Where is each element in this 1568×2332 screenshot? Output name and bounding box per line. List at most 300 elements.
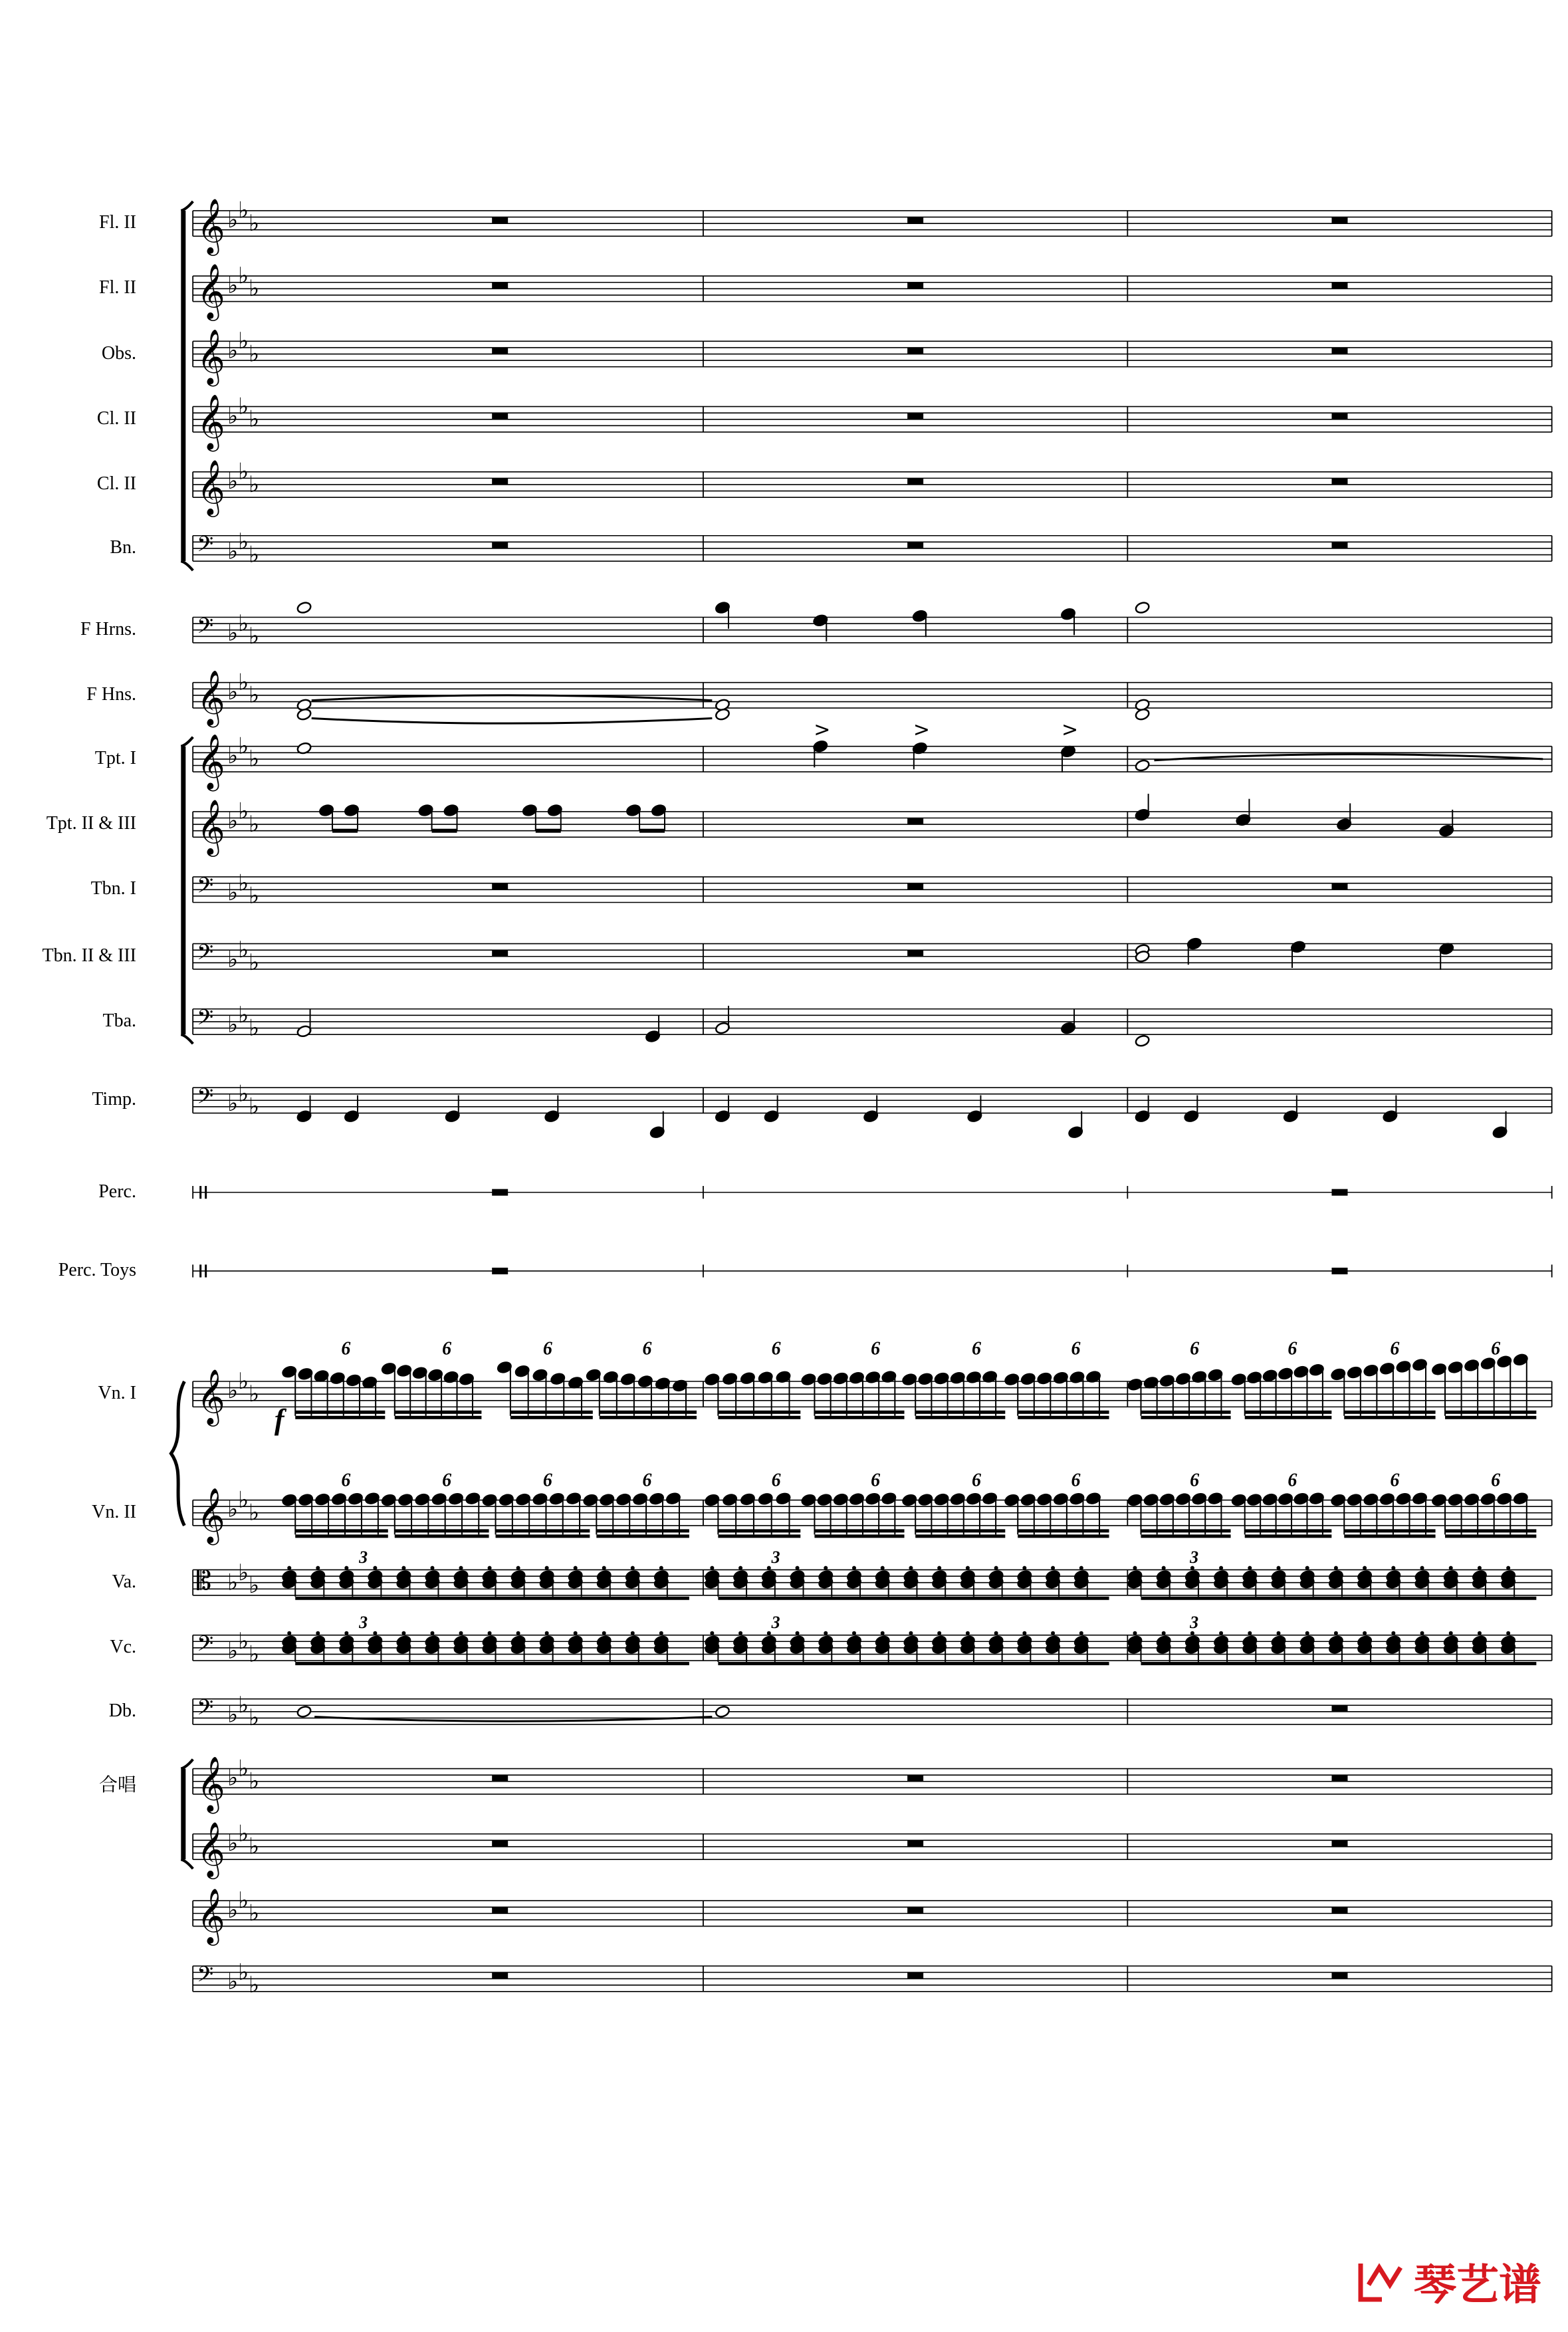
instrument-label-cl2: Cl. II xyxy=(96,473,136,494)
flat-icon: ♭ xyxy=(227,879,239,906)
beam xyxy=(1141,1416,1230,1419)
choir-bracket-hook xyxy=(181,1859,193,1869)
bass-clef-icon: 𝄢 xyxy=(197,614,214,644)
staccato-dot xyxy=(459,1631,463,1635)
instrument-label-ch1: 合唱 xyxy=(98,1774,136,1796)
treble-clef-icon: 𝄞 xyxy=(197,1821,225,1877)
sextuplet-number: 6 xyxy=(1288,1470,1297,1491)
flat-icon: ♭ xyxy=(227,946,239,973)
staccato-dot xyxy=(824,1631,828,1635)
whole-rest-icon xyxy=(1331,478,1347,485)
staccato-dot xyxy=(574,1566,578,1570)
flat-icon: ♭ xyxy=(227,1968,239,1996)
flat-icon: ♭ xyxy=(227,1637,239,1665)
flat-icon: ♭ xyxy=(249,1093,260,1120)
flat-icon: ♭ xyxy=(227,402,239,429)
staccato-dot xyxy=(459,1566,463,1570)
treble-clef-icon: 𝄞 xyxy=(197,459,225,515)
beam xyxy=(1018,1529,1109,1532)
flat-icon: ♭ xyxy=(249,340,260,368)
beam xyxy=(1445,1416,1536,1419)
sextuplet-number: 6 xyxy=(1491,1470,1501,1491)
triplet-number: 3 xyxy=(359,1547,368,1567)
staccato-dot xyxy=(909,1566,913,1570)
beam xyxy=(814,1411,904,1414)
staccato-dot xyxy=(659,1566,663,1570)
flat-icon: ♭ xyxy=(227,678,239,705)
instrument-label-vn1: Vn. I xyxy=(98,1383,136,1404)
instrument-label-obs: Obs. xyxy=(101,342,136,364)
beam xyxy=(295,1597,689,1600)
whole-rest-icon xyxy=(907,950,923,957)
staccato-dot xyxy=(738,1566,742,1570)
beam xyxy=(1445,1411,1536,1414)
sextuplet-number: 6 xyxy=(871,1338,881,1359)
flat-icon: ♭ xyxy=(238,528,249,556)
beam xyxy=(814,1529,904,1532)
flat-icon: ♭ xyxy=(249,1704,260,1732)
whole-rest-icon xyxy=(1331,883,1347,890)
flat-icon: ♭ xyxy=(227,742,239,769)
staccato-dot xyxy=(659,1631,663,1635)
instrument-label-tba: Tba. xyxy=(102,1010,136,1031)
sextuplet-number: 6 xyxy=(771,1338,781,1359)
brass-bracket-hook xyxy=(181,1034,193,1044)
instrument-label-va: Va. xyxy=(112,1571,136,1592)
beam xyxy=(295,1662,689,1665)
staccato-dot xyxy=(516,1631,520,1635)
percussion-clef-icon xyxy=(199,1186,201,1199)
staccato-dot xyxy=(631,1566,635,1570)
staccato-dot xyxy=(1219,1631,1223,1635)
triplet-number: 3 xyxy=(771,1613,780,1633)
whole-rest-icon xyxy=(492,413,508,419)
flat-icon: ♭ xyxy=(249,1499,260,1526)
staccato-dot xyxy=(1051,1566,1055,1570)
flat-icon: ♭ xyxy=(249,810,260,838)
flat-icon: ♭ xyxy=(238,1486,249,1514)
beam xyxy=(1245,1534,1332,1538)
whole-rest-icon xyxy=(1331,217,1347,224)
beam xyxy=(1344,1529,1435,1532)
flat-icon: ♭ xyxy=(249,1768,260,1795)
staff-fhrns xyxy=(193,610,1552,649)
flat-icon: ♭ xyxy=(227,1764,239,1792)
flat-icon: ♭ xyxy=(238,393,249,420)
flat-icon: ♭ xyxy=(249,1900,260,1927)
staccato-dot xyxy=(1363,1566,1367,1570)
staff-ch1 xyxy=(193,1755,1552,1813)
triplet-number: 3 xyxy=(1190,1547,1199,1567)
staccato-dot xyxy=(1248,1566,1252,1570)
whole-rest-icon xyxy=(492,283,508,289)
sextuplet-number: 6 xyxy=(1071,1470,1081,1491)
beam xyxy=(596,1529,689,1532)
instrument-label-perct: Perc. Toys xyxy=(58,1259,136,1280)
whole-rest-icon xyxy=(907,348,923,354)
whole-rest-icon xyxy=(907,1775,923,1782)
staff-tbn1 xyxy=(193,870,1552,909)
percussion-clef-icon xyxy=(205,1264,207,1277)
beam xyxy=(1445,1529,1536,1532)
beam xyxy=(1018,1416,1109,1419)
instrument-label-fl2: Fl. II xyxy=(99,277,136,298)
flat-icon: ♭ xyxy=(227,538,239,565)
beam xyxy=(718,1662,1109,1665)
watermark-text: 琴艺谱 xyxy=(1414,2261,1541,2310)
staccato-dot xyxy=(824,1566,828,1570)
bass-clef-icon: 𝄢 xyxy=(197,1631,214,1662)
flat-icon: ♭ xyxy=(227,1377,239,1405)
treble-clef-icon: 𝄞 xyxy=(197,798,225,855)
whole-rest-icon xyxy=(492,1972,508,1979)
staccato-dot xyxy=(1022,1631,1026,1635)
staff-cl2 xyxy=(193,459,1552,517)
staff-bn xyxy=(193,528,1552,568)
sextuplet-number: 6 xyxy=(871,1470,881,1491)
beam xyxy=(1141,1411,1230,1414)
woodwind-bracket-hook xyxy=(181,201,193,211)
triplet-number: 3 xyxy=(771,1547,780,1567)
staccato-dot xyxy=(1022,1566,1026,1570)
staccato-dot xyxy=(401,1631,405,1635)
beam xyxy=(718,1529,800,1532)
flat-icon: ♭ xyxy=(227,207,239,234)
staccato-dot xyxy=(852,1631,856,1635)
flat-icon: ♭ xyxy=(249,1380,260,1407)
triplet-number: 3 xyxy=(1190,1613,1199,1633)
flat-icon: ♭ xyxy=(238,610,249,637)
staff-va xyxy=(193,1560,1552,1599)
staccato-dot xyxy=(937,1631,941,1635)
staccato-dot xyxy=(344,1566,348,1570)
flat-icon: ♭ xyxy=(227,1897,239,1924)
bass-clef-icon: 𝄢 xyxy=(197,532,214,562)
sextuplet-number: 6 xyxy=(971,1338,981,1359)
sextuplet-number: 6 xyxy=(1288,1338,1297,1359)
staccato-dot xyxy=(710,1566,714,1570)
instrument-label-fhrns: F Hrns. xyxy=(80,618,136,640)
staccato-dot xyxy=(1079,1631,1083,1635)
staccato-dot xyxy=(1277,1566,1281,1570)
tie xyxy=(314,1717,712,1722)
beam xyxy=(718,1534,800,1538)
staccato-dot xyxy=(1506,1566,1510,1570)
whole-rest-icon xyxy=(1331,413,1347,419)
staccato-dot xyxy=(1219,1566,1223,1570)
flat-icon: ♭ xyxy=(227,1569,239,1596)
sextuplet-number: 6 xyxy=(971,1470,981,1491)
staccato-dot xyxy=(488,1566,492,1570)
staccato-dot xyxy=(937,1566,941,1570)
choir-bracket xyxy=(181,1769,185,1860)
flat-icon: ♭ xyxy=(249,275,260,302)
beam xyxy=(915,1534,1005,1538)
staccato-dot xyxy=(1391,1566,1395,1570)
flat-icon: ♭ xyxy=(249,681,260,709)
beam xyxy=(718,1411,800,1414)
flat-icon: ♭ xyxy=(238,1755,249,1782)
whole-rest-icon xyxy=(492,348,508,354)
beam xyxy=(295,1416,385,1419)
instrument-label-tpt23: Tpt. II & III xyxy=(46,813,136,834)
beam xyxy=(718,1416,800,1419)
sextuplet-number: 6 xyxy=(771,1470,781,1491)
watermark-logo xyxy=(1355,2251,1541,2312)
instrument-label-fhns: F Hns. xyxy=(86,683,136,705)
bass-clef-icon: 𝄢 xyxy=(197,873,214,903)
whole-rest-icon xyxy=(1331,1972,1347,1979)
staccato-dot xyxy=(344,1631,348,1635)
music-logo-icon xyxy=(1355,2258,1408,2305)
flat-icon: ♭ xyxy=(249,1833,260,1860)
sextuplet-number: 6 xyxy=(341,1470,351,1491)
flat-icon: ♭ xyxy=(249,541,260,568)
beam xyxy=(1445,1534,1536,1538)
flat-icon: ♭ xyxy=(238,458,249,485)
staccato-dot xyxy=(488,1631,492,1635)
flat-icon: ♭ xyxy=(227,808,239,835)
instrument-label-perc: Perc. xyxy=(98,1181,136,1202)
whole-rest-icon xyxy=(1331,1907,1347,1914)
staccato-dot xyxy=(1305,1631,1309,1635)
instrument-label-db: Db. xyxy=(108,1700,136,1721)
whole-rest-icon xyxy=(492,883,508,890)
beam xyxy=(295,1529,388,1532)
beam xyxy=(295,1411,385,1414)
instrument-label-vc: Vc. xyxy=(110,1636,136,1657)
whole-rest-icon xyxy=(492,1189,508,1196)
whole-rest-icon xyxy=(907,217,923,224)
staccato-dot xyxy=(881,1631,885,1635)
whole-note xyxy=(1135,1034,1151,1048)
flat-icon: ♭ xyxy=(238,262,249,289)
sextuplet-number: 6 xyxy=(1390,1470,1400,1491)
flat-icon: ♭ xyxy=(249,623,260,650)
staccato-dot xyxy=(1478,1566,1482,1570)
whole-rest-icon xyxy=(1331,1840,1347,1847)
staff-system xyxy=(171,197,1551,1998)
staccato-dot xyxy=(796,1566,800,1570)
flat-icon: ♭ xyxy=(249,882,260,909)
treble-clef-icon: 𝄞 xyxy=(197,669,225,726)
beam xyxy=(1141,1534,1230,1538)
string-brace xyxy=(171,1381,184,1526)
beam xyxy=(1141,1529,1230,1532)
flat-icon: ♭ xyxy=(227,1011,239,1038)
staccato-dot xyxy=(738,1631,742,1635)
whole-rest-icon xyxy=(492,542,508,548)
whole-rest-icon xyxy=(907,883,923,890)
flat-icon: ♭ xyxy=(238,1367,249,1395)
whole-rest-icon xyxy=(1331,1189,1347,1196)
beam xyxy=(1344,1416,1435,1419)
treble-clef-icon: 𝄞 xyxy=(197,1888,225,1944)
bass-clef-icon: 𝄢 xyxy=(197,940,214,971)
beam xyxy=(814,1416,904,1419)
beam xyxy=(395,1411,482,1414)
bass-clef-icon: 𝄢 xyxy=(197,1005,214,1036)
treble-clef-icon: 𝄞 xyxy=(197,263,225,320)
staccato-dot xyxy=(287,1631,291,1635)
treble-clef-icon: 𝄞 xyxy=(197,1487,225,1544)
flat-icon: ♭ xyxy=(227,337,239,364)
staccato-dot xyxy=(602,1566,606,1570)
staff-fl1 xyxy=(193,197,1552,256)
beam xyxy=(814,1534,904,1538)
beam xyxy=(1245,1529,1332,1532)
flat-icon: ♭ xyxy=(227,272,239,299)
whole-rest-icon xyxy=(907,1972,923,1979)
flat-icon: ♭ xyxy=(238,1820,249,1847)
whole-rest-icon xyxy=(492,1775,508,1782)
sextuplet-number: 6 xyxy=(542,1470,552,1491)
whole-note xyxy=(1135,708,1151,721)
flat-icon: ♭ xyxy=(227,1701,239,1728)
staff-tbn23 xyxy=(193,937,1552,976)
flat-icon: ♭ xyxy=(227,467,239,495)
staccato-dot xyxy=(1391,1631,1395,1635)
whole-rest-icon xyxy=(492,1840,508,1847)
flat-icon: ♭ xyxy=(249,471,260,498)
accent-icon: > xyxy=(1062,718,1079,742)
whole-note xyxy=(296,708,312,721)
treble-clef-icon: 𝄞 xyxy=(197,197,225,254)
beam xyxy=(510,1416,593,1419)
staccato-dot xyxy=(1133,1631,1137,1635)
alto-clef-icon: 𝄡 xyxy=(197,1566,212,1597)
percussion-clef-icon xyxy=(205,1186,207,1199)
instrument-label-tbn1: Tbn. I xyxy=(90,878,136,899)
flat-icon: ♭ xyxy=(227,1829,239,1857)
instrument-label-timp: Timp. xyxy=(92,1089,136,1110)
whole-rest-icon xyxy=(907,818,923,825)
flat-icon: ♭ xyxy=(238,328,249,355)
instrument-label-tbn23: Tbn. II & III xyxy=(42,945,136,966)
flat-icon: ♭ xyxy=(238,1002,249,1029)
beam xyxy=(915,1411,1005,1414)
flat-icon: ♭ xyxy=(249,949,260,977)
beam xyxy=(1018,1534,1109,1538)
flat-icon: ♭ xyxy=(238,798,249,825)
bass-clef-icon: 𝄢 xyxy=(197,1695,214,1726)
beam xyxy=(639,829,665,833)
beam xyxy=(395,1416,482,1419)
staff-tba xyxy=(193,1002,1552,1041)
beam xyxy=(1141,1597,1536,1600)
staff-ch4 xyxy=(193,1959,1552,1998)
sextuplet-number: 6 xyxy=(1491,1338,1501,1359)
staccato-dot xyxy=(1248,1631,1252,1635)
beam xyxy=(600,1416,697,1419)
bass-clef-icon: 𝄢 xyxy=(197,1084,214,1114)
flat-icon: ♭ xyxy=(249,209,260,237)
flat-icon: ♭ xyxy=(249,745,260,772)
instrument-label-bn: Bn. xyxy=(110,536,136,558)
flat-icon: ♭ xyxy=(238,733,249,760)
brass-bracket xyxy=(181,747,185,1034)
flat-icon: ♭ xyxy=(227,1496,239,1523)
staccato-dot xyxy=(1277,1631,1281,1635)
beam xyxy=(600,1411,697,1414)
staccato-dot xyxy=(994,1631,998,1635)
tie xyxy=(312,695,713,701)
flat-icon: ♭ xyxy=(249,1641,260,1668)
staccato-dot xyxy=(796,1631,800,1635)
instrument-label-vn2: Vn. II xyxy=(92,1501,136,1522)
sextuplet-number: 6 xyxy=(1190,1338,1200,1359)
beam xyxy=(496,1534,590,1538)
staccato-dot xyxy=(516,1566,520,1570)
flat-icon: ♭ xyxy=(238,870,249,897)
staccato-dot xyxy=(430,1566,434,1570)
sextuplet-number: 6 xyxy=(442,1338,452,1359)
sextuplet-number: 6 xyxy=(1190,1470,1200,1491)
beam xyxy=(496,1529,590,1532)
flat-icon: ♭ xyxy=(238,1958,249,1986)
beam xyxy=(915,1416,1005,1419)
staccato-dot xyxy=(1162,1631,1166,1635)
beam xyxy=(718,1597,1109,1600)
staccato-dot xyxy=(1449,1566,1453,1570)
staff-fl2 xyxy=(193,263,1552,321)
staccato-dot xyxy=(966,1631,970,1635)
whole-rest-icon xyxy=(1331,283,1347,289)
beam xyxy=(915,1529,1005,1532)
flat-icon: ♭ xyxy=(249,406,260,433)
whole-note xyxy=(296,1705,312,1718)
staff-obs xyxy=(193,328,1552,386)
staccato-dot xyxy=(631,1631,635,1635)
whole-rest-icon xyxy=(492,1907,508,1914)
flat-icon: ♭ xyxy=(227,1090,239,1117)
staccato-dot xyxy=(602,1631,606,1635)
sextuplet-number: 6 xyxy=(341,1338,351,1359)
staccato-dot xyxy=(287,1566,291,1570)
flat-icon: ♭ xyxy=(249,1971,260,1998)
whole-rest-icon xyxy=(907,283,923,289)
staccato-dot xyxy=(1420,1566,1424,1570)
staccato-dot xyxy=(430,1631,434,1635)
beam xyxy=(432,829,457,833)
sextuplet-number: 6 xyxy=(442,1470,452,1491)
staccato-dot xyxy=(881,1566,885,1570)
flat-icon: ♭ xyxy=(227,620,239,647)
staccato-dot xyxy=(1162,1566,1166,1570)
staff-db xyxy=(193,1692,1552,1731)
beam xyxy=(295,1534,388,1538)
whole-rest-icon xyxy=(907,478,923,485)
flat-icon: ♭ xyxy=(238,197,249,224)
staccato-dot xyxy=(373,1631,377,1635)
treble-clef-icon: 𝄞 xyxy=(197,733,225,790)
staccato-dot xyxy=(316,1566,320,1570)
whole-rest-icon xyxy=(907,1840,923,1847)
choir-bracket-hook xyxy=(181,1760,193,1769)
whole-rest-icon xyxy=(492,950,508,957)
beam xyxy=(1344,1411,1435,1414)
staccato-dot xyxy=(545,1631,549,1635)
dynamic-marking: f xyxy=(274,1403,284,1436)
beam xyxy=(1245,1411,1332,1414)
sextuplet-number: 6 xyxy=(642,1338,652,1359)
beam xyxy=(332,829,358,833)
whole-rest-icon xyxy=(1331,1268,1347,1274)
flat-icon: ♭ xyxy=(238,1887,249,1914)
staccato-dot xyxy=(767,1566,771,1570)
beam xyxy=(596,1534,689,1538)
staccato-dot xyxy=(710,1631,714,1635)
